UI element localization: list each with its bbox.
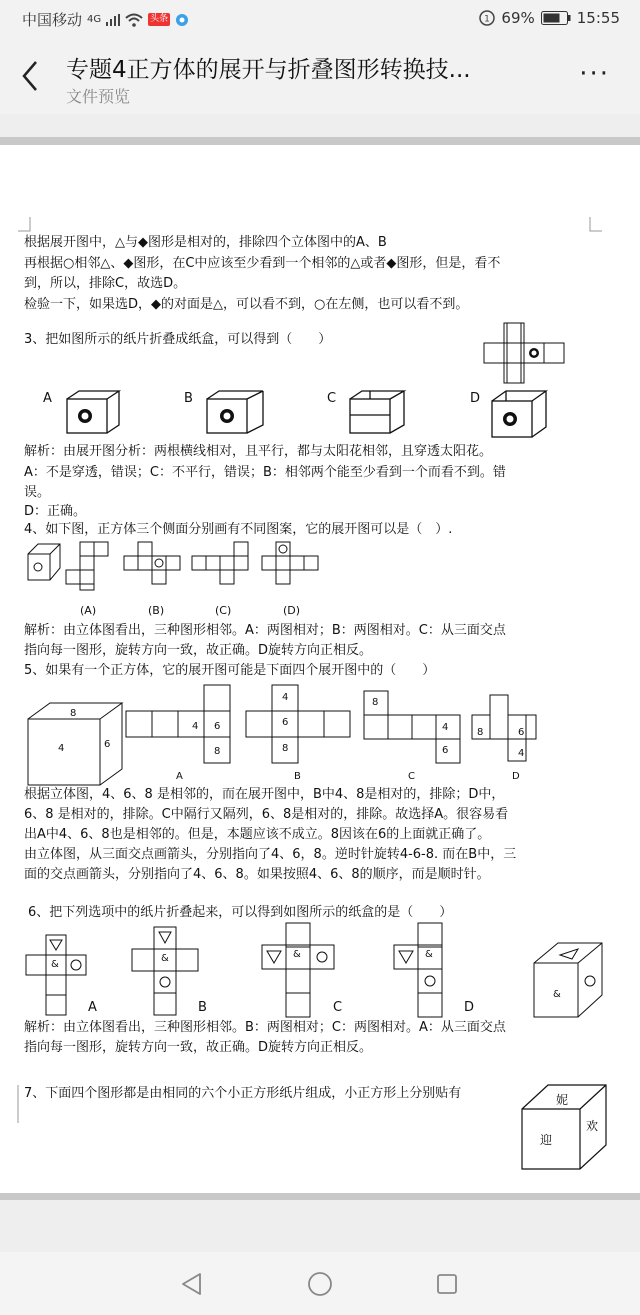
option-label: (D)	[283, 604, 301, 617]
wifi-icon	[125, 13, 143, 27]
option-label: D	[512, 771, 520, 782]
net-number: 6	[442, 745, 449, 756]
status-bar	[0, 0, 640, 38]
doc-paragraph: 检验一下，如果选D，◆的对面是△，可以看不到，○在左侧，也可以看不到。	[24, 297, 469, 312]
cube-symbol: &	[553, 989, 561, 1000]
q3-option-c-cube	[348, 389, 406, 435]
q3-option-b-cube	[205, 389, 267, 435]
cube-face-number: 6	[104, 739, 111, 750]
battery-percent: 69%	[501, 9, 535, 27]
option-label: C	[333, 1000, 343, 1015]
option-label: (B)	[148, 604, 165, 617]
net-number: 8	[372, 697, 379, 708]
q3-net-figure	[484, 323, 569, 383]
q6-net-d	[392, 921, 468, 1021]
q6-net-b	[130, 925, 204, 1021]
data-usage-icon	[479, 10, 495, 26]
analysis-3: A：不是穿透，错误；C：不平行，错误；B：相邻两个能至少看到一个而看不到。错	[24, 465, 506, 480]
question-4: 4、如下图，正方体三个侧面分别画有不同图案，它的展开图可以是（ ）.	[24, 522, 453, 537]
net-number: 4	[518, 748, 525, 759]
net-number: 4	[282, 692, 289, 703]
net-number: 8	[477, 727, 484, 738]
option-label: A	[176, 771, 183, 782]
option-label: (C)	[215, 604, 232, 617]
cube-face-text: 迎	[540, 1133, 553, 1147]
network-type: 4G	[87, 14, 102, 25]
document-page[interactable]	[0, 145, 640, 1195]
analysis-4: 指向每一图形，旋转方向一致，故正确。D旋转方向正相反。	[24, 643, 373, 658]
system-nav-bar	[0, 1252, 640, 1315]
cube-face-text: 妮	[556, 1093, 569, 1107]
corner-mark	[590, 217, 602, 231]
analysis-3: 解析：由展开图分析：两根横线相对，且平行，都与太阳花相邻，且穿透太阳花。	[24, 444, 493, 459]
analysis-5: 由立体图，从三面交点画箭头，分别指向了4、6，8。逆时针旋转4-6-8. 而在B中，三	[24, 847, 517, 862]
page-title: 专题4正方体的展开与折叠图形转换技...	[66, 57, 471, 83]
corner-mark	[18, 217, 30, 231]
nav-recents-icon[interactable]	[436, 1273, 458, 1295]
net-symbol: &	[161, 953, 169, 964]
nav-home-icon[interactable]	[307, 1271, 333, 1297]
question-7: 7、下面四个图形都是由相同的六个小正方形纸片组成，小正方形上分别贴有	[24, 1086, 462, 1101]
page-subtitle: 文件预览	[66, 87, 131, 106]
option-label: C	[327, 391, 337, 406]
page-divider	[0, 1193, 640, 1200]
analysis-5: 面的交点画箭头，分别指向了4、6、8。如果按照4、6、8的顺序，而是顺时针。	[24, 867, 490, 882]
signal-icon	[106, 14, 120, 26]
page-divider	[0, 137, 640, 145]
analysis-5: 出A中4、6、8也是相邻的。但是，本题应该不成立。8因该在6的上面就正确了。	[24, 827, 491, 842]
nav-back-icon[interactable]	[180, 1272, 202, 1296]
svg-text:1: 1	[484, 14, 491, 25]
doc-paragraph: 到，所以，排除C，故选D。	[24, 276, 187, 291]
option-label: D	[470, 391, 481, 406]
q6-net-c	[260, 921, 336, 1021]
option-label: (A)	[80, 604, 97, 617]
option-label: D	[464, 1000, 475, 1015]
analysis-6: 指向每一图形，旋转方向一致，故正确。D旋转方向正相反。	[24, 1040, 373, 1055]
option-label: A	[88, 1000, 97, 1015]
net-number: 4	[442, 722, 449, 733]
option-label: B	[294, 771, 301, 782]
option-label: B	[198, 1000, 207, 1015]
q3-option-a-cube	[65, 389, 123, 435]
net-number: 8	[214, 746, 221, 757]
cube-face-text: 欢	[586, 1119, 599, 1133]
analysis-6: 解析：由立体图看出，三种图形相邻。B：两图相对；C：两图相对。A：从三面交点	[24, 1020, 506, 1035]
carrier-name: 中国移动	[22, 11, 83, 29]
analysis-3: 误。	[24, 485, 51, 500]
net-number: 4	[192, 721, 199, 732]
analysis-3: D：正确。	[24, 504, 87, 519]
doc-paragraph: 根据展开图中，△与◆图形是相对的，排除四个立体图中的A、B	[24, 235, 387, 250]
net-symbol: &	[51, 959, 59, 970]
toutiao-badge-icon: 头条	[150, 14, 169, 24]
q3-option-d-cube	[490, 389, 550, 439]
option-label: C	[408, 771, 415, 782]
question-3: 3、把如图所示的纸片折叠成纸盒，可以得到（ ）	[24, 332, 332, 347]
q5-net-b	[244, 683, 354, 769]
analysis-5: 根据立体图，4、6、8 是相邻的，而在展开图中，B中4、8是相对的，排除；D中，	[24, 787, 505, 802]
cube-face-number: 8	[70, 708, 77, 719]
app-notification-icon	[175, 13, 189, 27]
more-options-icon[interactable]: ···	[579, 59, 610, 89]
analysis-5: 6、8 是相对的，排除。C中隔行又隔列，6、8是相对的，排除。故选择A。很容易看	[24, 807, 509, 822]
net-symbol: &	[425, 949, 433, 960]
option-label: A	[43, 391, 52, 406]
cube-face-number: 4	[58, 743, 65, 754]
net-number: 6	[518, 727, 525, 738]
option-label: B	[184, 391, 193, 406]
clock: 15:55	[576, 9, 620, 27]
doc-paragraph: 再根据○相邻△、◆图形，在C中应该至少看到一个相邻的△或者◆图形，但是，看不	[24, 256, 501, 271]
net-number: 6	[282, 717, 289, 728]
q6-cube-figure	[532, 941, 604, 1021]
app-header	[0, 38, 640, 114]
question-5: 5、如果有一个正方体，它的展开图可能是下面四个展开图中的（ ）	[24, 663, 436, 678]
net-symbol: &	[293, 949, 301, 960]
net-number: 8	[282, 743, 289, 754]
net-number: 6	[214, 721, 221, 732]
q6-net-a	[24, 933, 88, 1021]
question-6: 6、把下列选项中的纸片折叠起来，可以得到如图所示的纸盒的是（ ）	[28, 905, 453, 920]
analysis-4: 解析：由立体图看出，三种图形相邻。A：两图相对；B：两图相对。C：从三面交点	[24, 623, 506, 638]
back-arrow-icon[interactable]	[14, 56, 48, 96]
q4-figures	[24, 540, 329, 592]
battery-icon	[541, 11, 571, 25]
